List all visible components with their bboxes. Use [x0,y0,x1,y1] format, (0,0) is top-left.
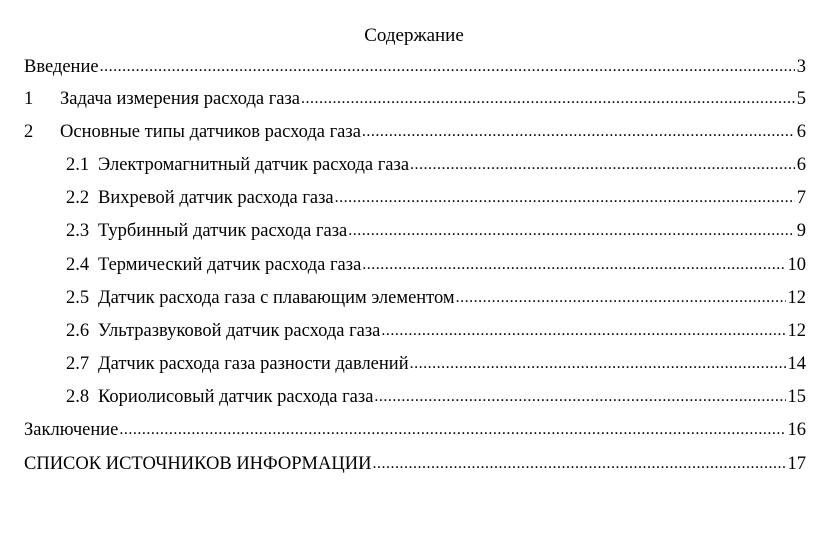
toc-dot-leader [335,187,795,209]
toc-list [0,52,828,480]
toc-dot-leader [381,320,785,342]
toc-entry-2-1[interactable] [0,148,828,181]
toc-dot-leader [410,154,795,176]
toc-title: Содержание [364,25,464,46]
toc-entry-2-2[interactable] [0,182,828,215]
toc-entry-text: Кориолисовый датчик расхода газа [98,387,374,408]
toc-entry-page: 5 [796,88,806,109]
toc-entry-page: 3 [796,57,806,77]
toc-dot-leader [348,220,794,242]
toc-entry-number: 2.2 [66,188,90,209]
toc-entry-number: 1 [24,88,34,109]
toc-dot-leader [456,287,786,309]
toc-entry-references[interactable] [0,447,828,480]
toc-entry-number: 2.4 [66,254,90,275]
toc-dot-leader [374,386,785,408]
toc-entry-number: 2.8 [66,387,90,408]
toc-entry-page: 9 [796,221,806,242]
toc-entry-text: СПИСОК ИСТОЧНИКОВ ИНФОРМАЦИИ [24,453,372,474]
toc-entry-text: Задача измерения расхода газа [60,88,301,109]
toc-dot-leader [100,56,795,78]
toc-entry-2-5[interactable] [0,281,828,314]
toc-entry-text: Датчик расхода газа с плавающим элементом [98,287,455,308]
toc-entry-page: 14 [787,354,806,375]
toc-entry-2-8[interactable] [0,381,828,414]
toc-entry-2-3[interactable] [0,215,828,248]
toc-entry-2-7[interactable] [0,348,828,381]
toc-entry-page: 7 [796,188,806,209]
toc-entry-page: 10 [787,254,806,275]
toc-entry-page: 15 [787,387,806,408]
toc-entry-text: Введение [24,57,99,77]
toc-entry-text: Основные типы датчиков расхода газа [60,121,361,142]
toc-dot-leader [119,419,785,441]
toc-entry-text: Вихревой датчик расхода газа [98,188,334,209]
toc-entry-number: 2.6 [66,320,90,341]
toc-dot-leader [362,254,785,276]
toc-dot-leader [410,353,786,375]
toc-entry-2[interactable] [0,115,828,148]
toc-entry-1[interactable] [0,82,828,115]
toc-entry-text: Турбинный датчик расхода газа [98,221,348,242]
toc-entry-number: 2.7 [66,354,90,375]
toc-entry-text: Термический датчик расхода газа [98,254,362,275]
toc-entry-number: 2.5 [66,287,90,308]
toc-entry-introduction[interactable] [0,52,828,82]
toc-entry-text: Датчик расхода газа разности давлений [98,354,409,375]
toc-dot-leader [301,88,795,110]
toc-entry-text: Электромагнитный датчик расхода газа [98,154,410,175]
toc-entry-conclusion[interactable] [0,414,828,447]
toc-entry-number: 2 [24,121,34,142]
toc-entry-number: 2.3 [66,221,90,242]
toc-dot-leader [362,121,795,143]
toc-dot-leader [372,453,785,475]
toc-entry-page: 6 [796,121,806,142]
toc-entry-2-4[interactable] [0,248,828,281]
toc-entry-text: Заключение [24,420,119,441]
toc-entry-2-6[interactable] [0,314,828,347]
toc-entry-number: 2.1 [66,154,90,175]
toc-entry-text: Ультразвуковой датчик расхода газа [98,320,381,341]
toc-entry-page: 16 [787,420,806,441]
toc-entry-page: 6 [796,154,806,175]
toc-entry-page: 12 [787,320,806,341]
toc-entry-page: 12 [787,287,806,308]
toc-entry-page: 17 [787,453,806,474]
